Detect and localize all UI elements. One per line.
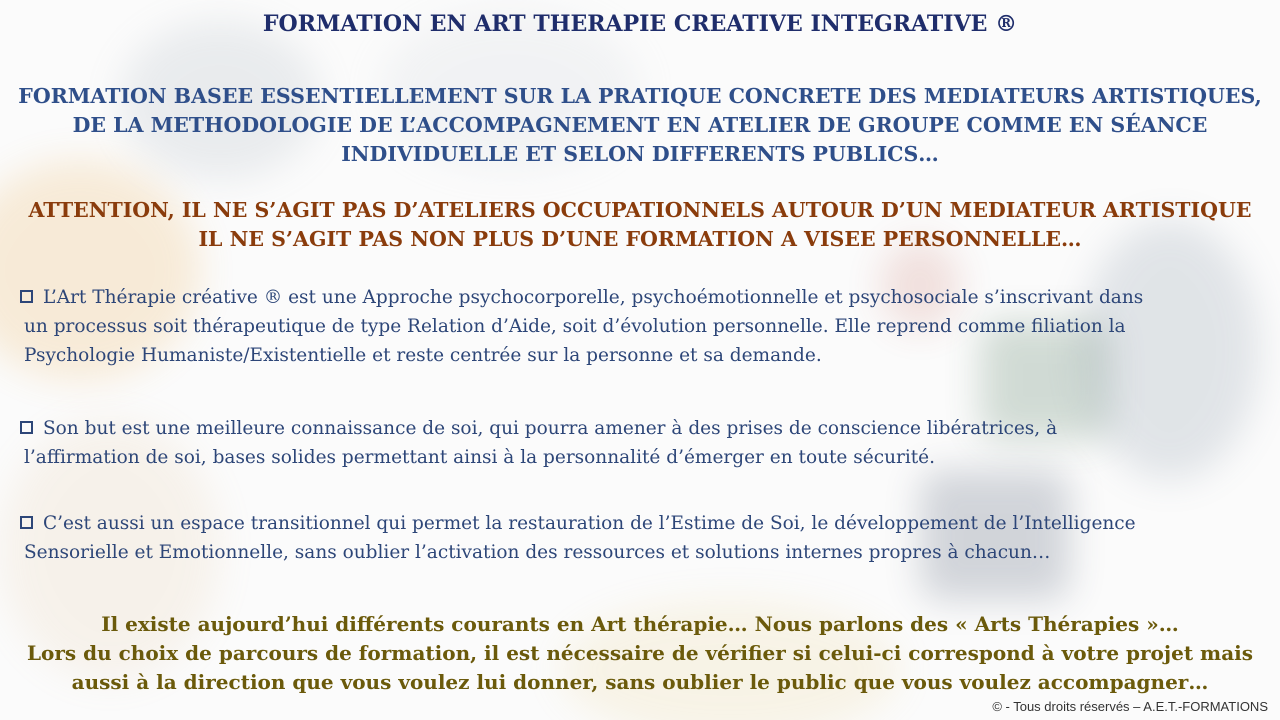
warning-line: IL NE S’AGIT PAS NON PLUS D’UNE FORMATION A VISEE PERSONNELLE…: [198, 227, 1082, 251]
warning-line: ATTENTION, IL NE S’AGIT PAS D’ATELIERS OCCUPATIONNELS AUTOUR D’UN MEDIATEUR ARTISTIQUE: [28, 198, 1252, 222]
footer-line: Il existe aujourd’hui différents courants en Art thérapie… Nous parlons des « Arts Thérapies »…: [101, 612, 1179, 636]
bullet-line: Son but est une meilleure connaissance de soi, qui pourra amener à des prises de conscience libératrices, à: [43, 418, 1058, 439]
warning-block: [0, 196, 1280, 254]
subtitle-line: DE LA METHODOLOGIE DE L’ACCOMPAGNEMENT EN ATELIER DE GROUPE COMME EN SÉANCE: [72, 113, 1208, 137]
bullet-line: L’Art Thérapie créative ® est une Approche psychocorporelle, psychoémotionnelle et psychosociale s’inscrivant dans: [43, 287, 1144, 308]
subtitle-line: INDIVIDUELLE ET SELON DIFFERENTS PUBLICS…: [341, 142, 939, 166]
footer-line: Lors du choix de parcours de formation, il est nécessaire de vérifier si celui-ci correspond à votre projet mais: [26, 641, 1254, 665]
bullet-paragraph-1: [20, 283, 1255, 370]
bullet-line: Sensorielle et Emotionnelle, sans oublier l’activation des ressources et solutions internes propres à chacun…: [24, 542, 1051, 563]
bullet-line: Psychologie Humaniste/Existentielle et reste centrée sur la personne et sa demande.: [24, 345, 822, 366]
slide-title: FORMATION EN ART THERAPIE CREATIVE INTEGRATIVE ®: [262, 11, 1018, 37]
checkbox-bullet-icon: [20, 290, 33, 303]
bullet-line: C’est aussi un espace transitionnel qui permet la restauration de l’Estime de Soi, le développement de l’Intelligence: [43, 513, 1136, 534]
subtitle-block: [0, 82, 1280, 169]
subtitle-line: FORMATION BASEE ESSENTIELLEMENT SUR LA PRATIQUE CONCRETE DES MEDIATEURS ARTISTIQUES,: [18, 84, 1262, 108]
copyright-notice: © - Tous droits réservés – A.E.T.-FORMATIONS: [992, 699, 1268, 714]
checkbox-bullet-icon: [20, 421, 33, 434]
bullet-line: l’affirmation de soi, bases solides permettant ainsi à la personnalité d’émerger en toute sécurité.: [24, 447, 936, 468]
footer-line: aussi à la direction que vous voulez lui donner, sans oublier le public que vous voulez accompagner…: [71, 670, 1209, 694]
bullet-paragraph-3: [20, 509, 1255, 567]
footer-block: [0, 610, 1280, 697]
checkbox-bullet-icon: [20, 516, 33, 529]
bullet-line: un processus soit thérapeutique de type Relation d’Aide, soit d’évolution personnelle. Elle reprend comme filiation la: [24, 316, 1126, 337]
bullet-paragraph-2: [20, 414, 1255, 472]
